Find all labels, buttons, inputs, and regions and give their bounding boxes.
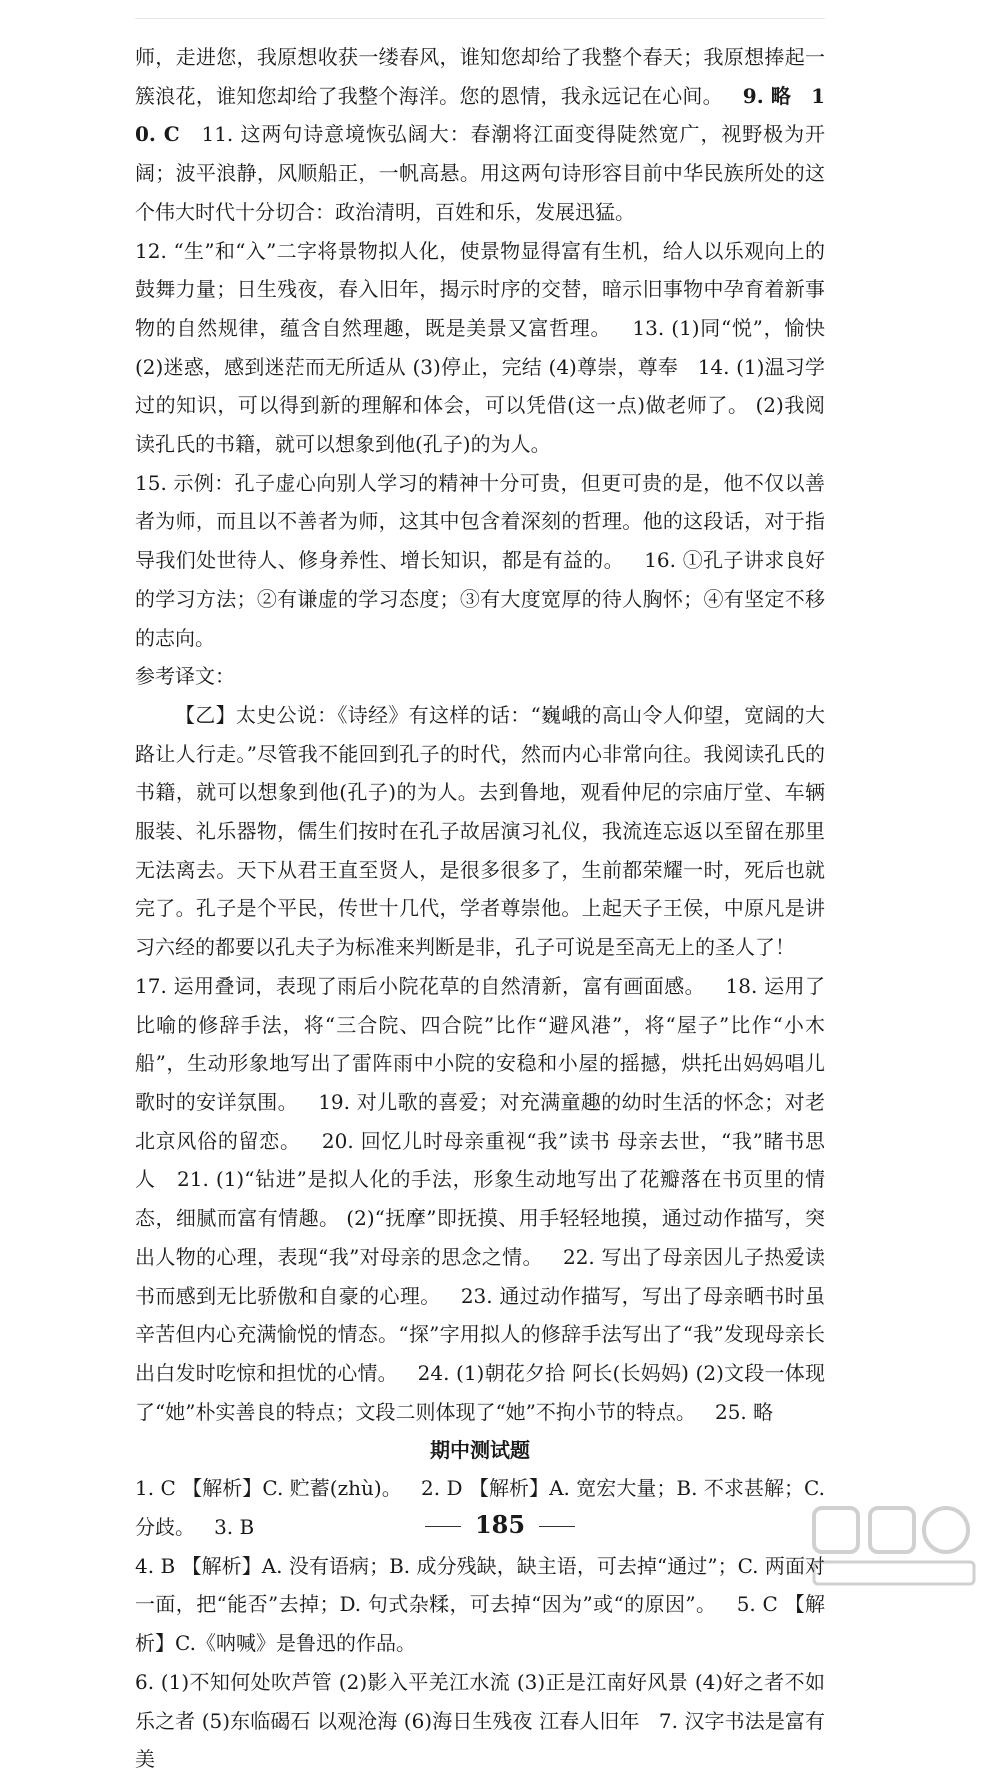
- answer-item: 15. 示例：孔子虚心向别人学习的精神十分可贵，但更可贵的是，他不仅以善者为师，而且以不善者为师，这其中包含着深刻的哲理。他的这段话，对于指导我们处世待人、修身养性、增长知识，都是有益的。: [135, 470, 825, 573]
- answer-item: 师，走进您，我原想收获一缕春风，谁知您却给了我整个春天；我原想捧起一簇浪花，谁知您却给了我整个海洋。您的恩情，我永远记在心间。: [135, 45, 825, 108]
- answer-item: 3. B: [214, 1515, 255, 1540]
- page-number-dash-right: [539, 1526, 575, 1527]
- answer-item: 17. 运用叠词，表现了雨后小院花草的自然清新，富有画面感。: [135, 973, 706, 998]
- top-rule: [135, 18, 825, 19]
- answer-block-4: [135, 967, 825, 1431]
- answer-item: 9. 略: [742, 83, 792, 108]
- answer-item: 1. C 【解析】C. 贮蓄(zhù)。: [135, 1476, 402, 1501]
- answer-item: 21. (1)“钻进”是拟人化的手法，形象生动地写出了花瓣落在书页里的情态，细腻而富有情趣。 (2)“抚摩”即抚摸、用手轻轻地摸，通过动作描写，突出人物的心理，表现“我”对母亲的思念之情。: [135, 1167, 826, 1269]
- answer-item: 13. (1)同“悦”，愉快 (2)迷惑，感到迷茫而无所适从 (3)停止，完结 (4)尊崇，尊奉: [135, 315, 825, 379]
- answer-item: 24. (1)朝花夕拾 阿长(长妈妈) (2)文段一体现了“她”朴实善良的特点；文段二则体现了“她”不拘小节的特点。: [135, 1360, 826, 1424]
- reference-label: 参考译文：: [135, 664, 235, 689]
- answer-item: 2. D 【解析】A. 宽宏大量；B. 不求甚解；C. 分歧。: [135, 1476, 826, 1540]
- answer-item: 18. 运用了比喻的修辞手法，将“三合院、四合院”比作“避风港”，将“屋子”比作“小木船”，生动形象地写出了雷阵雨中小院的安稳和小屋的摇撼，烘托出妈妈唱儿歌时的安详氛围。: [135, 973, 825, 1114]
- section-title: 期中测试题: [430, 1438, 530, 1463]
- answer-item: 23. 通过动作描写，写出了母亲晒书时虽辛苦但内心充满愉悦的情态。“探”字用拟人的修辞手法写出了“我”发现母亲长出白发时吃惊和担忧的心情。: [135, 1283, 825, 1385]
- answer-item: 6. (1)不知何处吹芦管 (2)影入平羌江水流 (3)正是江南好风景 (4)好之者不如乐之者 (5)东临碣石 以观沧海 (6)海日生残夜 江春人旧年: [135, 1669, 825, 1733]
- answer-item: 14. (1)温习学过的知识，可以得到新的理解和体会，可以凭借(这一点)做老师了。 (2)我阅读孔氏的书籍，就可以想象到他(孔子)的为人。: [135, 354, 825, 457]
- answer-item: 25. 略: [714, 1399, 774, 1424]
- answer-item: 4. B 【解析】A. 没有语病；B. 成分残缺，缺主语，可去掉“通过”；C. 两面对一面，把“能否”去掉；D. 句式杂糅，可去掉“因为”或“的原因”。: [135, 1553, 825, 1617]
- answer-item: 20. 回忆儿时母亲重视“我”读书 母亲去世，“我”睹书思人: [135, 1128, 826, 1192]
- answer-item: 16. ①孔子讲求良好的学习方法；②有谦虚的学习态度；③有大度宽厚的待人胸怀；④有坚定不移的志向。: [135, 548, 825, 650]
- answer-item: 22. 写出了母亲因儿子热爱读书而感到无比骄傲和自豪的心理。: [135, 1244, 825, 1308]
- answer-block-1: [135, 38, 825, 232]
- answer-item: 11. 这两句诗意境恢弘阔大：春潮将江面变得陡然宽广，视野极为开阔；波平浪静，风顺船正，一帆高悬。用这两句诗形容目前中华民族所处的这个伟大时代十分切合：政治清明，百姓和乐，发展迅猛。: [135, 122, 825, 224]
- answer-item: 19. 对儿歌的喜爱；对充满童趣的幼时生活的怀念；对老北京风俗的留恋。: [135, 1089, 825, 1153]
- answer-item: 7. 汉字书法是富有美: [135, 1708, 826, 1772]
- page-number-dash-left: [425, 1526, 461, 1527]
- answer-block-6: [135, 1547, 825, 1663]
- answer-item: 5. C 【解析】C.《呐喊》是鲁迅的作品。: [135, 1592, 825, 1656]
- answer-item: 10. C: [135, 83, 825, 147]
- answer-item: 12. “生”和“入”二字将景物拟人化，使景物显得富有生机，给人以乐观向上的鼓舞力量；日生残夜，春入旧年，揭示时序的交替，暗示旧事物中孕育着新事物的自然规律，蕴含自然理趣，既是美景又富哲理。: [135, 238, 825, 340]
- answer-block-3: [135, 464, 825, 658]
- page-number-value: 185: [474, 1510, 526, 1539]
- reference-translation: 【乙】太史公说：《诗经》有这样的话：“巍峨的高山令人仰望，宽阔的大路让人行走。”尽管我不能回到孔子的时代，然而内心非常向往。我阅读孔氏的书籍，就可以想象到他(孔子)的为人。去到鲁地，观看仲尼的宗庙厅堂、车辆服装、礼乐器物，儒生们按时在孔子故居演习礼仪，我流连忘返以至留在那里无法离去。天下从君王直至贤人，是很多很多了，生前都荣耀一时，死后也就完了。孔子是个平民，传世十几代，学者尊崇他。上起天子王侯，中原凡是讲习六经的都要以孔夫子为标准来判断是非，孔子可说是至高无上的圣人了！: [135, 702, 825, 960]
- answer-block-7: [135, 1663, 825, 1779]
- answer-block-2: [135, 232, 825, 464]
- watermark-logo-icon: [806, 1500, 986, 1590]
